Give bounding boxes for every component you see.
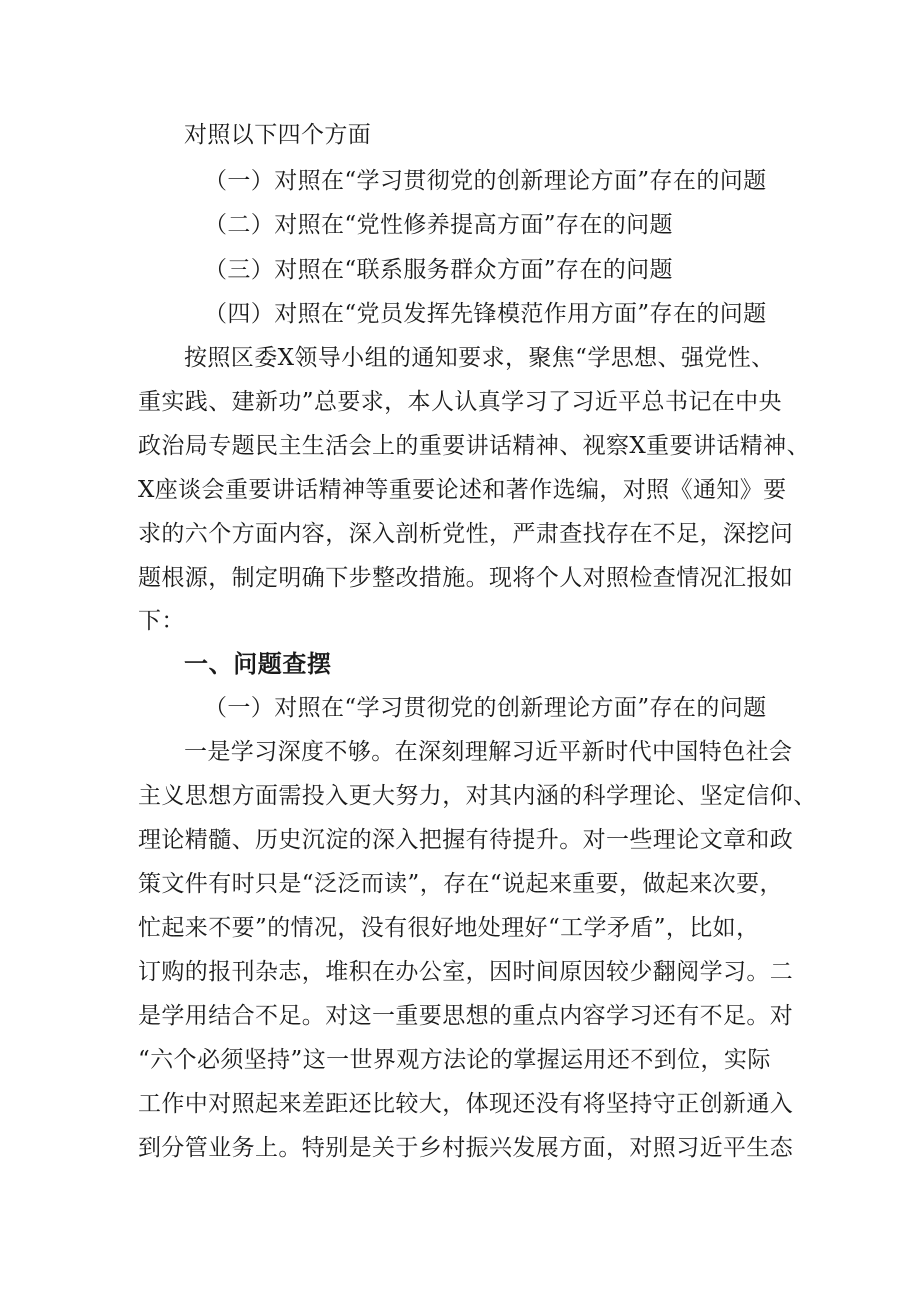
- paragraph1-line: 按照区委X领导小组的通知要求，聚焦“学思想、强党性、: [184, 345, 775, 371]
- paragraph2-line: 工作中对照起来差距还比较大，体现还没有将坚持守正创新通入: [138, 1091, 794, 1117]
- paragraph2-line: 主义思想方面需投入更大努力，对其内涵的科学理论、坚定信仰、: [138, 783, 817, 809]
- paragraph2-line: 订购的报刊杂志，堆积在办公室，因时间原因较少翻阅学习。二: [138, 959, 794, 985]
- aspect-item-4: （四）对照在“党员发挥先锋模范作用方面”存在的问题: [204, 301, 767, 327]
- paragraph2-line: “六个必须坚持”这一世界观方法论的掌握运用还不到位，实际: [138, 1047, 771, 1073]
- aspect-item-1: （一）对照在“学习贯彻党的创新理论方面”存在的问题: [204, 168, 767, 194]
- subsection-heading: （一）对照在“学习贯彻党的创新理论方面”存在的问题: [204, 695, 767, 721]
- paragraph1-line: 政治局专题民主生活会上的重要讲话精神、视察X重要讲话精神、: [138, 433, 810, 459]
- aspect-item-2: （二）对照在“党性修养提高方面”存在的问题: [204, 212, 673, 238]
- paragraph2-line: 是学用结合不足。对这一重要思想的重点内容学习还有不足。对: [138, 1003, 794, 1029]
- paragraph2-line: 到分管业务上。特别是关于乡村振兴发展方面，对照习近平生态: [138, 1135, 794, 1161]
- intro-line: 对照以下四个方面: [184, 122, 372, 148]
- aspect-item-3: （三）对照在“联系服务群众方面”存在的问题: [204, 257, 673, 283]
- paragraph2-line: 理论精髓、历史沉淀的深入把握有待提升。对一些理论文章和政: [138, 827, 794, 853]
- paragraph1-line: X座谈会重要讲话精神等重要论述和著作选编，对照《通知》要: [138, 477, 787, 503]
- section-heading: 一、问题查摆: [184, 650, 332, 678]
- paragraph2-line: 忙起来不要”的情况，没有很好地处理好“工学矛盾”，比如，: [138, 915, 760, 941]
- paragraph2-line: 一是学习深度不够。在深刻理解习近平新时代中国特色社会: [184, 739, 793, 765]
- paragraph1-line: 求的六个方面内容，深入剖析党性，严肃查找存在不足，深挖问: [138, 521, 794, 547]
- paragraph1-line: 下：: [138, 608, 185, 634]
- paragraph2-line: 策文件有时只是“泛泛而读”，存在“说起来重要，做起来次要，: [138, 871, 783, 897]
- paragraph1-line: 题根源，制定明确下步整改措施。现将个人对照检查情况汇报如: [138, 565, 794, 591]
- paragraph1-line: 重实践、建新功”总要求，本人认真学习了习近平总书记在中央: [138, 389, 782, 415]
